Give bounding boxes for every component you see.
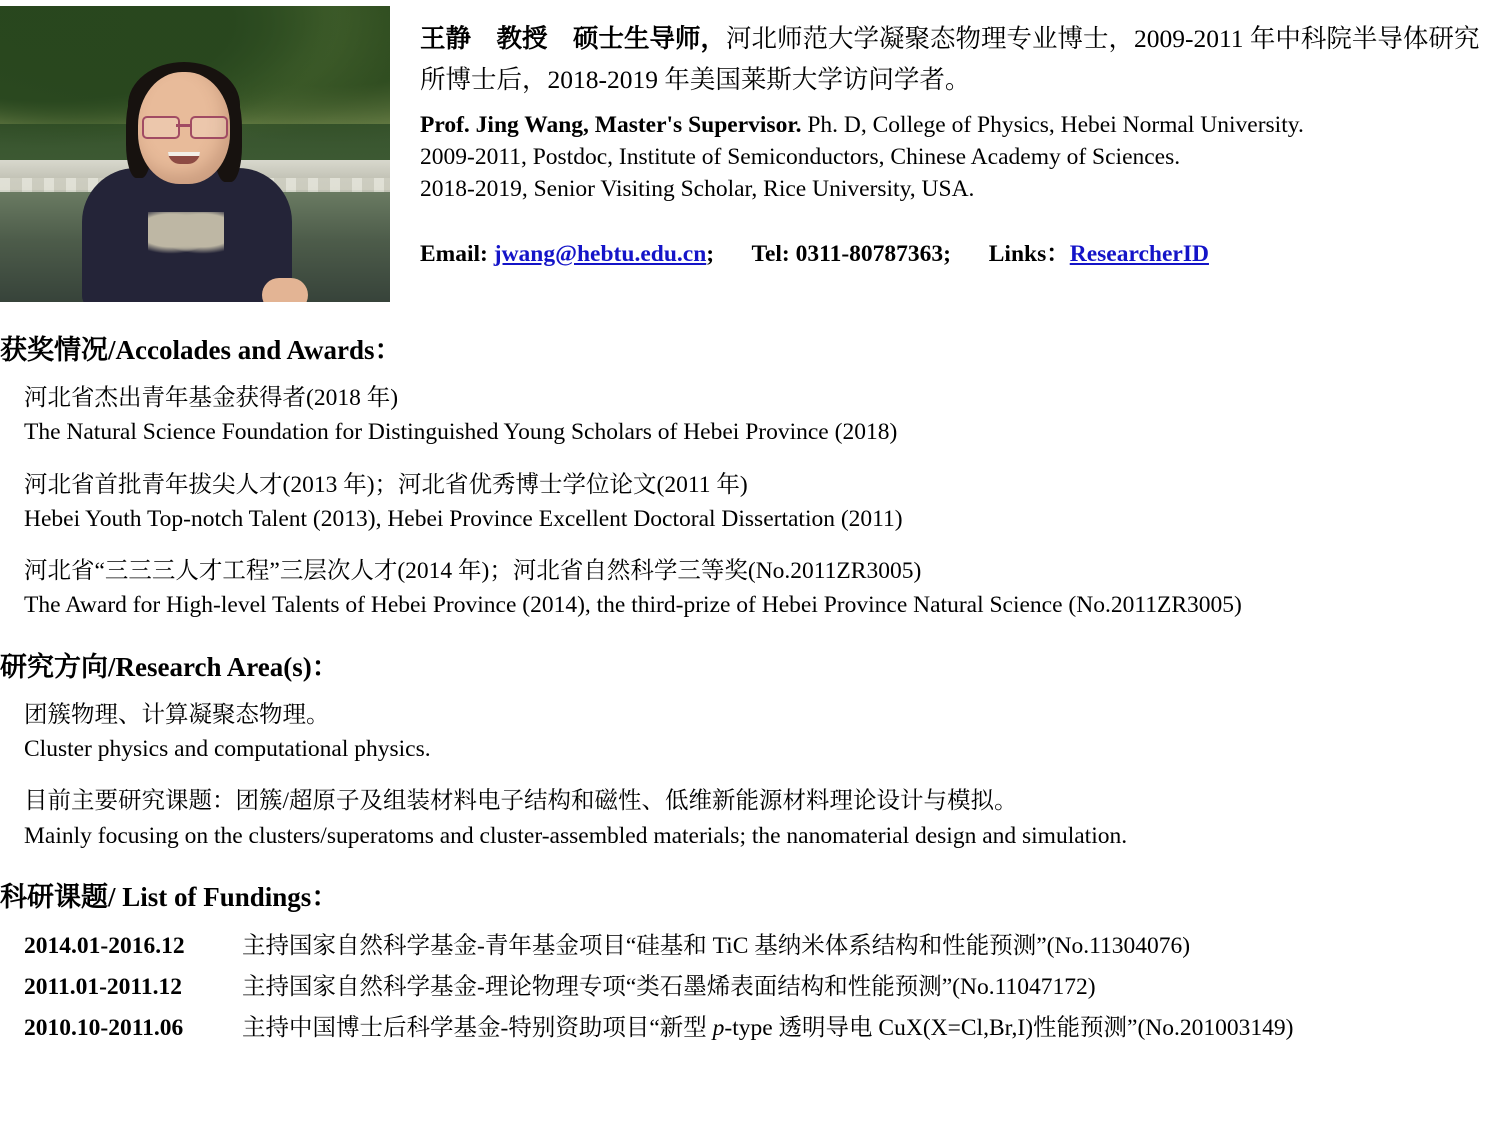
award-item-en: The Natural Science Foundation for Distinguished Young Scholars of Hebei Province (2018) <box>24 419 898 446</box>
award-item <box>0 468 1500 537</box>
photo-butterfly-motif <box>148 212 224 258</box>
award-item-cn: 河北省“三三三人才工程”三层次人才(2014 年)；河北省自然科学三等奖(No.2011ZR3005) <box>24 558 922 585</box>
bio-name-cn: 王静 教授 硕士生导师， <box>420 24 727 53</box>
funding-description <box>242 1010 1500 1047</box>
funding-period: 2011.01-2011.12 <box>24 974 182 1001</box>
researcher-id-link[interactable]: ResearcherID <box>1069 240 1209 267</box>
award-item <box>0 554 1500 623</box>
award-item-cn: 河北省首批青年拔尖人才(2013 年)；河北省优秀博士学位论文(2011 年) <box>24 471 748 498</box>
funding-row <box>0 969 1500 1006</box>
funding-desc-post: -type 透明导电 CuX(X=Cl,Br,I)性能预测”(No.201003149) <box>724 1015 1294 1042</box>
award-item-cn: 河北省杰出青年基金获得者(2018 年) <box>24 385 399 411</box>
portrait-photo <box>0 6 390 302</box>
email-separator: ; <box>706 240 715 267</box>
photo-person <box>76 72 296 302</box>
bio-english-line3: 2018-2019, Senior Visiting Scholar, Rice University, USA. <box>420 176 975 203</box>
links-label: Links： <box>988 240 1070 267</box>
funding-desc-pre: 主持中国博士后科学基金-特别资助项目“新型 <box>242 1015 713 1042</box>
bio-chinese-line <box>420 18 1494 101</box>
research-section-title: 研究方向/Research Area(s)： <box>0 651 339 682</box>
research-item-cn: 目前主要研究课题：团簇/超原子及组装材料电子结构和磁性、低维新能源材料理论设计与模拟。 <box>24 788 1018 815</box>
research-item-cn: 团簇物理、计算凝聚态物理。 <box>24 701 330 728</box>
awards-section-title: 获奖情况/Accolades and Awards： <box>0 335 402 365</box>
research-item <box>0 784 1500 853</box>
funding-row <box>0 928 1500 965</box>
award-item-en: Hebei Youth Top-notch Talent (2013), Hebei Province Excellent Doctoral Dissertation (2011) <box>24 505 903 532</box>
contact-line <box>420 234 1494 268</box>
funding-period: 2010.10-2011.06 <box>24 1015 184 1042</box>
telephone-label: Tel: 0311-80787363; <box>751 240 951 267</box>
bio-english-line2: 2009-2011, Postdoc, Institute of Semiconductors, Chinese Academy of Sciences. <box>420 144 1181 171</box>
bio-degree-en: Ph. D, College of Physics, Hebei Normal University. <box>801 111 1304 138</box>
funding-description <box>242 969 1500 1006</box>
research-item-en: Mainly focusing on the clusters/superatoms and cluster-assembled materials; the nanomaterial design and simulation. <box>24 822 1128 849</box>
bio-intro-cn: 河北师范大学凝聚态物理专业博士，2009-2011 年中科院半导体研究所博士后，2018-2019 年美国莱斯大学访问学者。 <box>420 24 1480 95</box>
research-section <box>0 645 1500 853</box>
award-item-en: The Award for High-level Talents of Hebei Province (2014), the third-prize of Hebei Province Natural Science (No.2011ZR3005) <box>24 592 1242 619</box>
funding-desc-pre: 主持国家自然科学基金-理论物理专项“类石墨烯表面结构和性能预测”(No.11047172) <box>242 974 1096 1001</box>
profile-header <box>0 0 1500 302</box>
funding-description <box>242 928 1500 965</box>
bio-english-block <box>420 109 1494 206</box>
fundings-section <box>0 875 1500 1047</box>
bio-name-en: Prof. Jing Wang, Master's Supervisor. <box>420 111 802 138</box>
funding-row <box>0 1010 1500 1047</box>
awards-section <box>0 328 1500 623</box>
bio-english-line1 <box>420 109 1494 141</box>
fundings-section-title: 科研课题/ List of Fundings： <box>0 882 339 913</box>
bio-block <box>390 6 1500 268</box>
email-label: Email: <box>420 240 488 267</box>
photo-person-hand <box>262 278 308 302</box>
award-item <box>0 381 1500 450</box>
funding-desc-italic: p <box>712 1015 725 1042</box>
email-link[interactable]: jwang@hebtu.edu.cn <box>493 240 707 267</box>
glasses-icon <box>140 116 228 136</box>
research-item-en: Cluster physics and computational physics. <box>24 736 431 763</box>
funding-period: 2014.01-2016.12 <box>24 933 185 960</box>
research-item <box>0 698 1500 767</box>
funding-desc-pre: 主持国家自然科学基金-青年基金项目“硅基和 TiC 基纳米体系结构和性能预测”(No.11304076) <box>242 933 1191 960</box>
